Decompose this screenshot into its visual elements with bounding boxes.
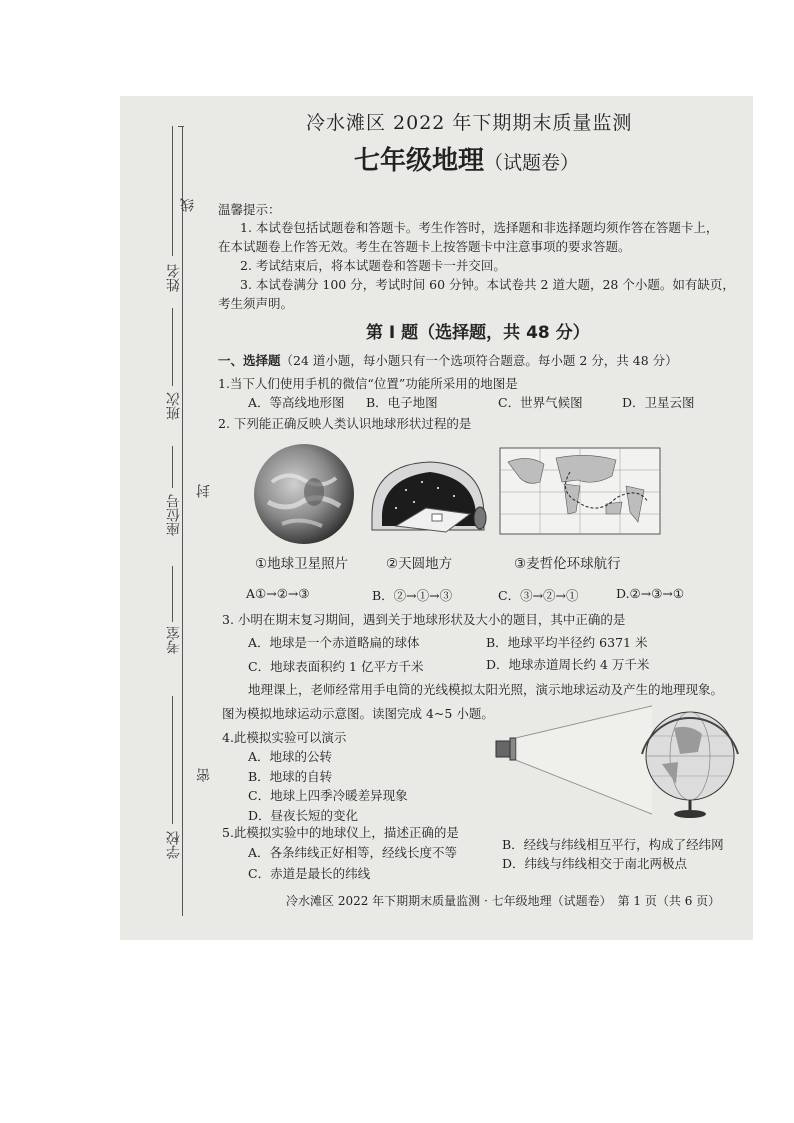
binding-line-cap	[178, 126, 184, 127]
q2-caption-2: ②天圆地方	[386, 556, 453, 572]
q1-option-d: D．卫星云图	[622, 395, 695, 410]
margin-label-seat: 座位号	[166, 494, 182, 536]
exam-title: 冷水滩区 2022 年下期期末质量监测	[306, 112, 633, 134]
q1-option-a: A．等高线地形图	[248, 395, 345, 410]
globe-icon	[642, 712, 738, 818]
subject-name: 七年级地理	[354, 146, 485, 176]
seal-char-feng: 封	[196, 484, 212, 498]
q2-option-d: D.②→③→①	[616, 586, 685, 601]
flashlight-globe-figure	[492, 702, 748, 820]
q5-option-b: B．经线与纬线相互平行，构成了经纬网	[502, 837, 724, 852]
q1-option-c: C．世界气候图	[498, 395, 583, 410]
q3-stem: 3. 小明在期末复习期间，遇到关于地球形状及大小的题目，其中正确的是	[222, 612, 626, 627]
flashlight-icon	[496, 738, 516, 760]
q2-caption-1: ①地球卫星照片	[255, 556, 349, 572]
fill-line-name	[172, 126, 173, 256]
q1-stem: 1.当下人们使用手机的微信“位置”功能所采用的地图是	[218, 376, 518, 391]
earth-satellite-photo-icon	[252, 442, 356, 546]
q2-caption-3: ③麦哲伦环球航行	[514, 556, 621, 572]
section-intro-bold: 一、选择题	[218, 353, 281, 368]
q4-option-c: C．地球上四季冷暖差异现象	[248, 788, 408, 803]
section-intro-rest: （24 道小题，每小题只有一个选项符合题意。每小题 2 分，共 48 分）	[280, 353, 678, 368]
margin-label-room: 考室	[166, 626, 182, 654]
notice-heading: 温馨提示：	[218, 202, 281, 217]
q45-intro-1: 地理课上，老师经常用手电筒的光线模拟太阳光照，演示地球运动及产生的地理现象。	[248, 682, 724, 697]
margin-label-school: 学校	[166, 831, 182, 859]
margin-label-class: 班次	[166, 392, 182, 420]
q3-option-d: D．地球赤道周长约 4 万千米	[486, 657, 650, 672]
fill-line-school	[172, 696, 173, 824]
fill-line-class	[172, 308, 173, 386]
q5-option-a: A．各条纬线正好相等，经线长度不等	[248, 845, 458, 860]
q4-option-d: D．昼夜长短的变化	[248, 808, 359, 823]
q4-option-a: A．地球的公转	[248, 749, 333, 764]
fill-line-seat	[172, 446, 173, 488]
q5-option-c: C．赤道是最长的纬线	[248, 866, 371, 881]
notice-line-3: 2. 考试结束后，将本试题卷和答题卡一并交回。	[240, 258, 506, 273]
subject-title	[354, 140, 579, 177]
q2-option-c: C．③→②→①	[498, 588, 579, 603]
q2-stem: 2. 下列能正确反映人类认识地球形状过程的是	[218, 416, 472, 431]
notice-line-5: 考生须声明。	[218, 296, 294, 311]
exam-paper	[120, 96, 753, 940]
notice-line-1: 1. 本试卷包括试题卷和答题卡。考生作答时，选择题和非选择题均须作答在答题卡上，	[240, 220, 719, 235]
section-intro	[218, 351, 678, 369]
q5-stem: 5.此模拟实验中的地球仪上，描述正确的是	[222, 825, 459, 840]
fill-line-room	[172, 566, 173, 622]
q4-option-b: B．地球的自转	[248, 769, 333, 784]
q3-option-a: A．地球是一个赤道略扁的球体	[248, 635, 420, 650]
page-footer: 冷水滩区 2022 年下期期末质量监测 · 七年级地理（试题卷） 第 1 页（共 6 页）	[286, 894, 721, 908]
q2-option-b: B．②→①→③	[372, 588, 453, 603]
seal-char-xian: 线	[180, 198, 196, 212]
q3-option-c: C．地球表面积约 1 亿平方千米	[248, 659, 424, 674]
q5-option-d: D．纬线与纬线相交于南北两极点	[502, 856, 688, 871]
q45-intro-2: 图为模拟地球运动示意图。读图完成 4~5 小题。	[222, 706, 494, 721]
notice-line-4: 3. 本试卷满分 100 分，考试时间 60 分钟。本试卷共 2 道大题，28 个小题。如有缺页，	[240, 277, 735, 292]
subject-suffix: （试题卷）	[484, 152, 580, 174]
q3-option-b: B．地球平均半径约 6371 米	[486, 635, 648, 650]
world-voyage-map-icon	[498, 442, 662, 538]
q2-option-a: A①→②→③	[246, 586, 310, 601]
margin-label-name: 姓名	[166, 264, 182, 292]
q1-option-b: B．电子地图	[366, 395, 438, 410]
dome-sky-diagram-icon	[366, 456, 492, 538]
q4-stem: 4.此模拟实验可以演示	[222, 730, 347, 745]
section-title: 第 I 题（选择题，共 48 分）	[366, 323, 590, 343]
notice-line-2: 在本试题卷上作答无效。考生在答题卡上按答题卡中注意事项的要求答题。	[218, 239, 631, 254]
seal-char-mi: 密	[196, 768, 212, 782]
